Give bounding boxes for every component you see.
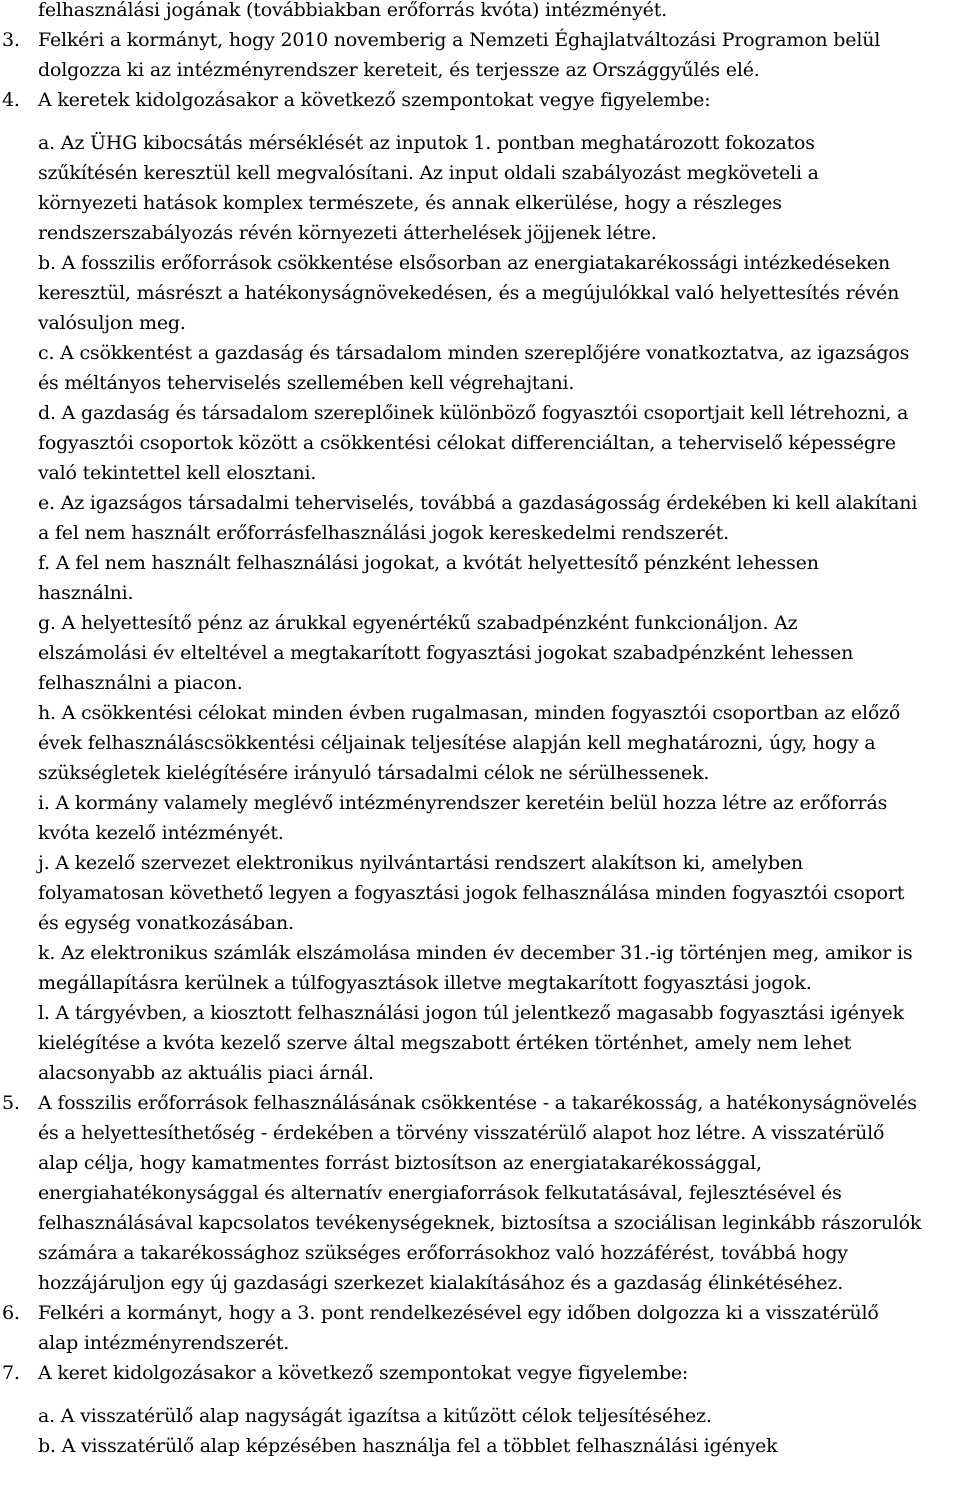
text-line: évek felhasználáscsökkentési céljainak teljesítése alapján kell meghatározni, úgy, hogy a xyxy=(38,732,876,754)
text-line: használni. xyxy=(38,582,134,604)
text-line: alap intézményrendszerét. xyxy=(38,1332,290,1354)
numbered-item-3 xyxy=(0,25,960,85)
text-line: felhasználásával kapcsolatos tevékenységeknek, biztosítsa a szociálisan leginkább rászorulók xyxy=(38,1212,922,1234)
text-line: számára a takarékossághoz szükséges erőforrásokhoz való hozzáférést, továbbá hogy xyxy=(38,1242,848,1264)
numbered-item-4 xyxy=(0,85,960,115)
text-line: kvóta kezelő intézményét. xyxy=(38,822,284,844)
text-line: l. A tárgyévben, a kiosztott felhasználási jogon túl jelentkező magasabb fogyasztási igények xyxy=(38,1002,904,1024)
subitem-h xyxy=(38,698,960,788)
text-line: környezeti hatások komplex természete, és annak elkerülése, hogy a részleges xyxy=(38,192,782,214)
text-line: megállapításra kerülnek a túlfogyasztások illetve megtakarított fogyasztási jogok. xyxy=(38,972,812,994)
subitem-g xyxy=(38,608,960,698)
subitem-b xyxy=(38,248,960,338)
subitem-k xyxy=(38,938,960,998)
text-line: keresztül, másrészt a hatékonyságnövekedésen, és a megújulókkal való helyettesítés révén xyxy=(38,282,900,304)
subitem-list-4 xyxy=(0,128,960,1088)
subitem-i xyxy=(38,788,960,848)
text-line: i. A kormány valamely meglévő intézményrendszer keretéin belül hozza létre az erőforrás xyxy=(38,792,888,814)
text-line: szűkítésén keresztül kell megvalósítani. Az input oldali szabályozást megköveteli a xyxy=(38,162,819,184)
text-line: felhasználási jogának (továbbiakban erőforrás kvóta) intézményét. xyxy=(38,0,667,21)
subitem-list-7 xyxy=(0,1401,960,1461)
text-line: j. A kezelő szervezet elektronikus nyilvántartási rendszert alakítson ki, amelyben xyxy=(38,852,803,874)
text-line: való tekintettel kell elosztani. xyxy=(38,462,317,484)
text-line: f. A fel nem használt felhasználási jogokat, a kvótát helyettesítő pénzként lehessen xyxy=(38,552,819,574)
subitem-l xyxy=(38,998,960,1088)
numbered-item-5 xyxy=(0,1088,960,1298)
text-line: és egység vonatkozásában. xyxy=(38,912,294,934)
text-line: A keretek kidolgozásakor a következő szempontokat vegye figyelembe: xyxy=(38,89,711,111)
subitem-j xyxy=(38,848,960,938)
subitem-e xyxy=(38,488,960,548)
text-line: b. A visszatérülő alap képzésében használja fel a többlet felhasználási igények xyxy=(38,1435,778,1457)
text-line: a. A visszatérülő alap nagyságát igazítsa a kitűzött célok teljesítéséhez. xyxy=(38,1405,712,1427)
text-line: energiahatékonysággal és alternatív energiaforrások felkutatásával, fejlesztésével és xyxy=(38,1182,842,1204)
text-line: b. A fosszilis erőforrások csökkentése elsősorban az energiatakarékossági intézkedéseken xyxy=(38,252,890,274)
subitem-f xyxy=(38,548,960,608)
item-number: 4. xyxy=(2,89,20,111)
text-line: felhasználni a piacon. xyxy=(38,672,243,694)
subitem-d xyxy=(38,398,960,488)
text-line: kielégítése a kvóta kezelő szerve által megszabott értéken történhet, amely nem lehet xyxy=(38,1032,852,1054)
numbered-item-7 xyxy=(0,1358,960,1388)
text-line: Felkéri a kormányt, hogy 2010 novemberig a Nemzeti Éghajlatváltozási Programon belül xyxy=(38,29,881,51)
item-number: 7. xyxy=(2,1362,20,1384)
text-line: h. A csökkentési célokat minden évben rugalmasan, minden fogyasztói csoportban az előző xyxy=(38,702,901,724)
text-line: és méltányos teherviselés szellemében kell végrehajtani. xyxy=(38,372,575,394)
subitem-c xyxy=(38,338,960,398)
text-line: k. Az elektronikus számlák elszámolása minden év december 31.-ig történjen meg, amikor is xyxy=(38,942,913,964)
subitem-a xyxy=(38,1401,960,1431)
text-line: alacsonyabb az aktuális piaci árnál. xyxy=(38,1062,374,1084)
text-line: Felkéri a kormányt, hogy a 3. pont rendelkezésével egy időben dolgozza ki a visszatérülő xyxy=(38,1302,879,1324)
item-number: 6. xyxy=(2,1302,20,1324)
item-number: 5. xyxy=(2,1092,20,1114)
text-line: A keret kidolgozásakor a következő szempontokat vegye figyelembe: xyxy=(38,1362,689,1384)
text-line: a. Az ÜHG kibocsátás mérséklését az inputok 1. pontban meghatározott fokozatos xyxy=(38,132,815,154)
text-line: rendszerszabályozás révén környezeti átterhelések jöjjenek létre. xyxy=(38,222,657,244)
subitem-b xyxy=(38,1431,960,1461)
text-line: és a helyettesíthetőség - érdekében a törvény visszatérülő alapot hoz létre. A visszatérülő xyxy=(38,1122,885,1144)
text-line: g. A helyettesítő pénz az árukkal egyenértékű szabadpénzként funkcionáljon. Az xyxy=(38,612,798,634)
text-line: dolgozza ki az intézményrendszer kereteit, és terjessze az Országgyűlés elé. xyxy=(38,59,760,81)
text-line: d. A gazdaság és társadalom szereplőinek különböző fogyasztói csoportjait kell létrehozni, a xyxy=(38,402,909,424)
subitem-a xyxy=(38,128,960,248)
text-line: alap célja, hogy kamatmentes forrást biztosítson az energiatakarékossággal, xyxy=(38,1152,762,1174)
spacer xyxy=(0,115,960,128)
text-line: folyamatosan követhető legyen a fogyasztási jogok felhasználása minden fogyasztói csoport xyxy=(38,882,905,904)
text-line: fogyasztói csoportok között a csökkentési célokat differenciáltan, a teherviselő képességre xyxy=(38,432,896,454)
text-line: elszámolási év elteltével a megtakarított fogyasztási jogokat szabadpénzként lehessen xyxy=(38,642,854,664)
text-line: c. A csökkentést a gazdaság és társadalom minden szereplőjére vonatkoztatva, az igazságos xyxy=(38,342,910,364)
spacer xyxy=(0,1388,960,1401)
text-line: A fosszilis erőforrások felhasználásának csökkentése - a takarékosság, a hatékonyságnövelés xyxy=(38,1092,917,1114)
item-number: 3. xyxy=(2,29,20,51)
text-line: hozzájáruljon egy új gazdasági szerkezet kialakításához és a gazdaság élinkétéséhez. xyxy=(38,1272,844,1294)
text-line: a fel nem használt erőforrásfelhasználási jogok kereskedelmi rendszerét. xyxy=(38,522,729,544)
intro-paragraph xyxy=(0,0,960,25)
text-line: szükségletek kielégítésére irányuló társadalmi célok ne sérülhessenek. xyxy=(38,762,710,784)
text-line: e. Az igazságos társadalmi teherviselés, továbbá a gazdaságosság érdekében ki kell alakítani xyxy=(38,492,918,514)
text-line: valósuljon meg. xyxy=(38,312,186,334)
numbered-item-6 xyxy=(0,1298,960,1358)
